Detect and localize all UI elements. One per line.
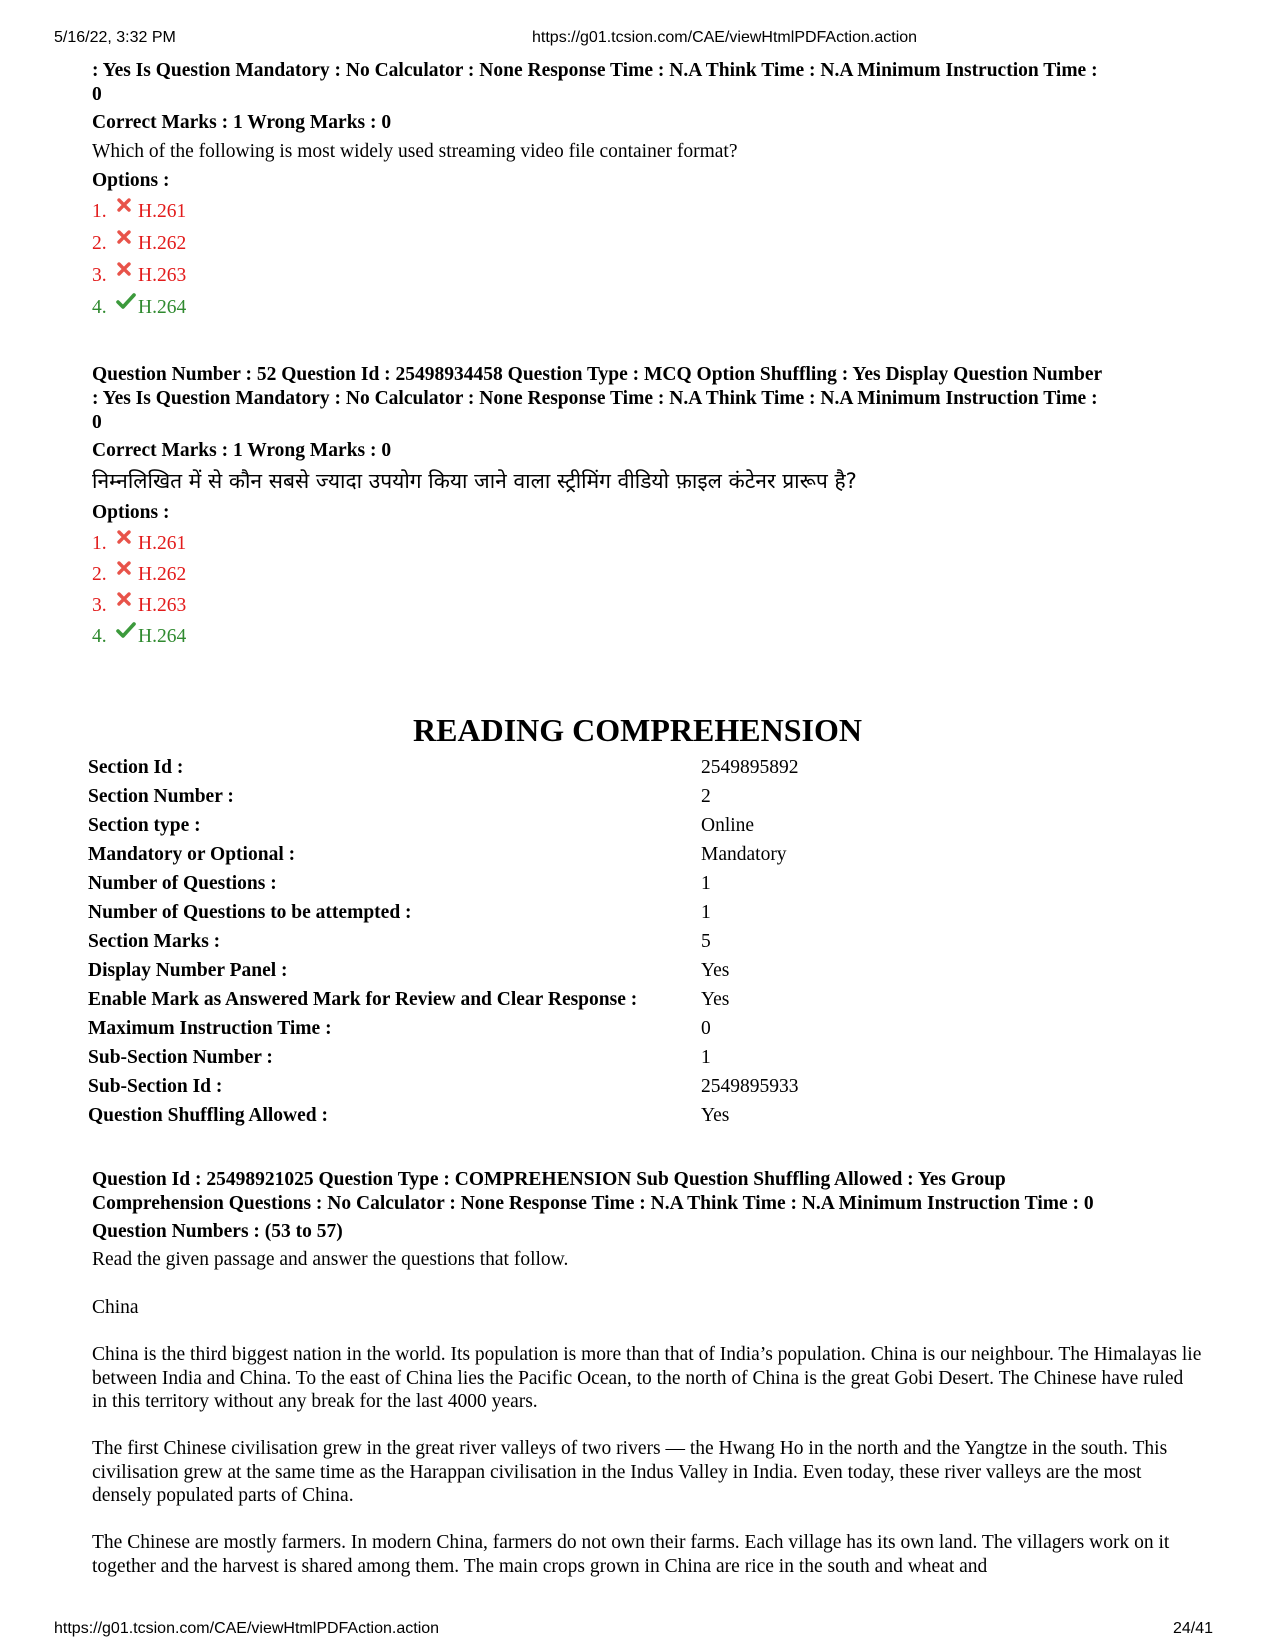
print-header-url: https://g01.tcsion.com/CAE/viewHtmlPDFAction.action [532, 29, 918, 46]
option-text: H.262 [138, 233, 187, 254]
q52-option-2 [92, 562, 186, 588]
section-row-value: Yes [701, 989, 730, 1010]
q51-option-3 [92, 263, 186, 289]
page-number: 24/41 [1173, 1620, 1214, 1637]
section-row-label: Enable Mark as Answered Mark for Review and Clear Response : [88, 989, 638, 1010]
q52-marks: Correct Marks : 1 Wrong Marks : 0 [92, 440, 392, 461]
correct-check-icon [116, 291, 138, 317]
wrong-cross-icon [116, 527, 138, 553]
section-row-value: Mandatory [701, 844, 787, 865]
q51-option-1 [92, 199, 186, 225]
option-number: 3. [92, 265, 107, 286]
wrong-cross-icon [116, 558, 138, 584]
section-row-label: Mandatory or Optional : [88, 844, 296, 865]
section-row-value: 0 [701, 1018, 711, 1039]
section-row-label: Number of Questions : [88, 873, 277, 894]
option-text: H.261 [138, 533, 187, 554]
wrong-cross-icon [116, 195, 138, 221]
section-row-label: Section type : [88, 815, 201, 836]
q52-meta-line2: : Yes Is Question Mandatory : No Calculator : None Response Time : N.A Think Time : N.A Minimum Instruction Time : [92, 388, 1098, 409]
comprehension-meta-line2: Comprehension Questions : No Calculator : None Response Time : N.A Think Time : N.A Minimum Instruction Time : 0 [92, 1193, 1094, 1214]
passage-paragraph-1: China is the third biggest nation in the world. Its population is more than that of India’s population. China is our neighbour. The Himalayas lie between India and China. To the east of China lies the Pacific Ocean, to the north of China is the great Gobi Desert. The Chinese have ruled in this territory without any break for the last 4000 years. [92, 1344, 1202, 1412]
section-row-label: Section Marks : [88, 931, 221, 952]
q51-meta [92, 59, 1212, 107]
q52-option-3 [92, 593, 186, 619]
section-row-value: 2549895892 [701, 757, 799, 778]
section-row-label: Section Number : [88, 786, 234, 807]
q52-options-label: Options : [92, 502, 170, 523]
q51-option-2 [92, 231, 186, 257]
section-row-value: Online [701, 815, 755, 836]
passage-title: China [92, 1297, 139, 1318]
q52-question-text: निम्नलिखित में से कौन सबसे ज्यादा उपयोग किया जाने वाला स्ट्रीमिंग वीडियो फ़ाइल कंटेनर प्रारूप है? [92, 469, 857, 493]
passage-paragraph-3: The Chinese are mostly farmers. In modern China, farmers do not own their farms. Each village has its own land. The villagers work on it together and the harvest is shared among them. The main crops grown in China are rice in the south and wheat and [92, 1532, 1170, 1577]
q51-option-4 [92, 295, 186, 321]
option-number: 1. [92, 533, 107, 554]
section-row-value: 2 [701, 786, 711, 807]
option-text: H.264 [138, 297, 187, 318]
section-row-value: 1 [701, 902, 711, 923]
q51-question-text: Which of the following is most widely used streaming video file container format? [92, 141, 738, 162]
section-row-label: Maximum Instruction Time : [88, 1018, 332, 1039]
q52-option-4 [92, 624, 186, 650]
q51-meta-line1: : Yes Is Question Mandatory : No Calculator : None Response Time : N.A Think Time : N.A Minimum Instruction Time : [92, 60, 1098, 81]
correct-check-icon [116, 620, 138, 646]
wrong-cross-icon [116, 227, 138, 253]
wrong-cross-icon [116, 259, 138, 285]
section-row-label: Question Shuffling Allowed : [88, 1105, 329, 1126]
print-footer-url: https://g01.tcsion.com/CAE/viewHtmlPDFAction.action [54, 1620, 440, 1637]
option-number: 3. [92, 595, 107, 616]
section-row-value: Yes [701, 960, 730, 981]
q52-meta [92, 363, 1212, 435]
option-number: 2. [92, 233, 107, 254]
section-row-label: Number of Questions to be attempted : [88, 902, 412, 923]
section-row-value: 2549895933 [701, 1076, 799, 1097]
option-text: H.263 [138, 595, 187, 616]
q51-meta-line2: 0 [92, 84, 102, 105]
passage-instruction: Read the given passage and answer the questions that follow. [92, 1249, 569, 1270]
option-number: 4. [92, 626, 107, 647]
section-row-label: Display Number Panel : [88, 960, 288, 981]
section-row-label: Sub-Section Number : [88, 1047, 273, 1068]
passage-paragraph-2: The first Chinese civilisation grew in the great river valleys of two rivers — the Hwang Ho in the north and the Yangtze in the south. This civilisation grew at the same time as the Harappan civilisation in the Indus Valley in India. Even today, these river valleys are the most densely populated parts of China. [92, 1438, 1168, 1506]
comprehension-meta-line1: Question Id : 25498921025 Question Type : COMPREHENSION Sub Question Shuffling Allowed : Yes Group [92, 1169, 1006, 1190]
section-row-label: Sub-Section Id : [88, 1076, 223, 1097]
comprehension-meta [92, 1168, 1212, 1216]
section-row-value: 5 [701, 931, 711, 952]
q52-option-1 [92, 531, 186, 557]
print-datetime: 5/16/22, 3:32 PM [54, 29, 176, 46]
option-text: H.263 [138, 265, 187, 286]
wrong-cross-icon [116, 589, 138, 615]
option-text: H.264 [138, 626, 187, 647]
q51-options-label: Options : [92, 170, 170, 191]
q51-marks: Correct Marks : 1 Wrong Marks : 0 [92, 112, 392, 133]
section-title: READING COMPREHENSION [413, 712, 862, 748]
option-text: H.261 [138, 201, 187, 222]
option-number: 4. [92, 297, 107, 318]
section-row-value: 1 [701, 873, 711, 894]
q52-meta-line1: Question Number : 52 Question Id : 25498934458 Question Type : MCQ Option Shuffling : Yes Display Question Number [92, 364, 1103, 385]
option-number: 2. [92, 564, 107, 585]
question-numbers: Question Numbers : (53 to 57) [92, 1221, 343, 1242]
section-row-value: Yes [701, 1105, 730, 1126]
section-row-label: Section Id : [88, 757, 184, 778]
option-text: H.262 [138, 564, 187, 585]
section-row-value: 1 [701, 1047, 711, 1068]
q52-meta-line3: 0 [92, 412, 102, 433]
option-number: 1. [92, 201, 107, 222]
